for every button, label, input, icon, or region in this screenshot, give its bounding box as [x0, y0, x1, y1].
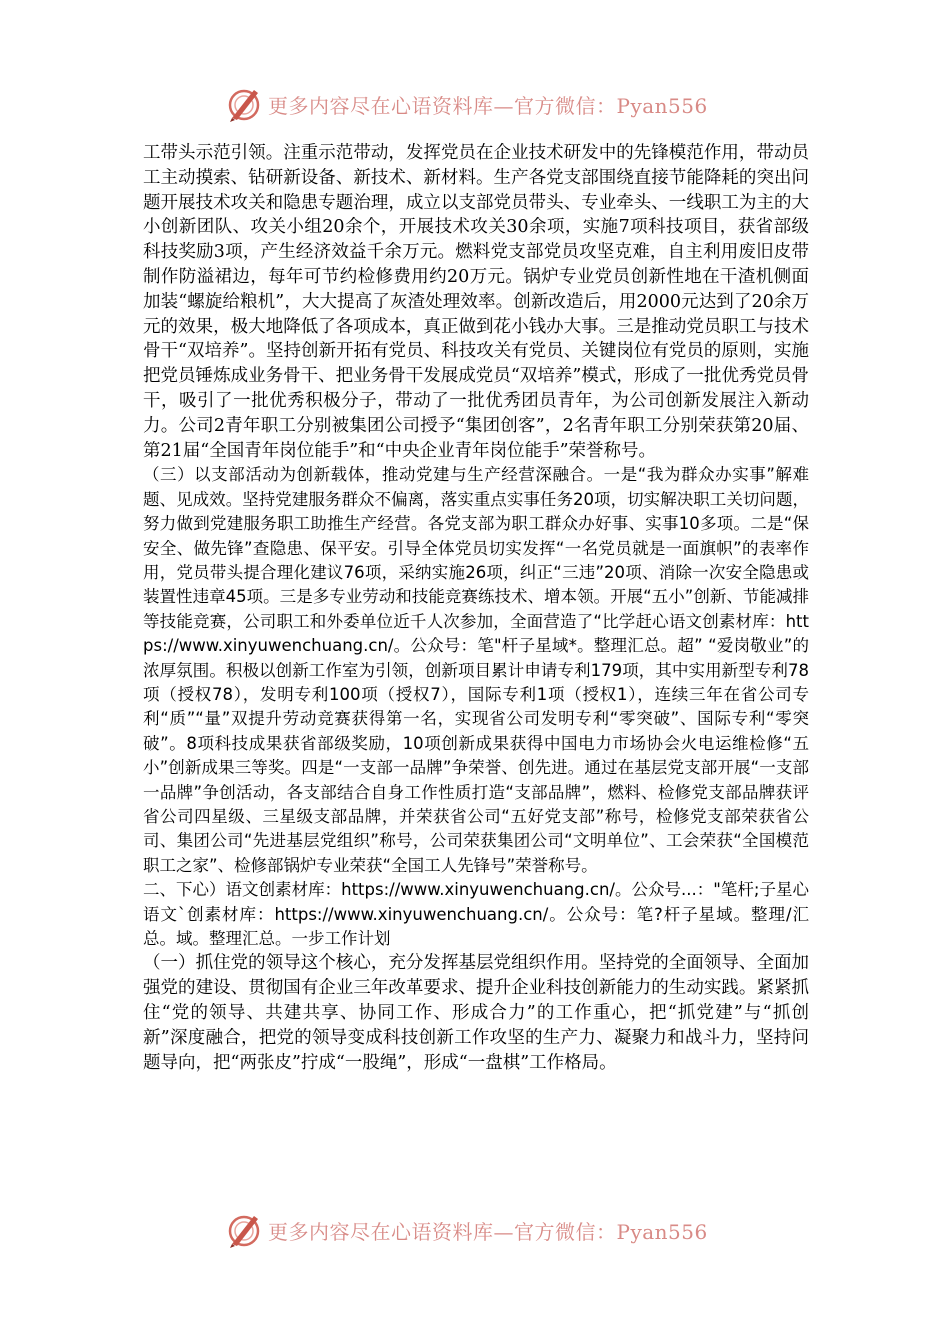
- document-body: [143, 141, 809, 1075]
- footer-banner-text: 更多内容尽在心语资料库—官方微信：Pyan556: [268, 1219, 708, 1244]
- paragraph-next-plan-heading: 二、下心）语文创素材库：https://www.xinyuwenchuang.cn/。公众号...："笔杆;子星心语文`创素材库：https://www.xinyuwenchuang.cn/。公众号：笔?杆子星域。整理/汇总。域。整理汇总。一步工作计划: [143, 880, 809, 949]
- pen-circle-logo-icon: [224, 1210, 264, 1250]
- pen-circle-logo-icon: [224, 84, 264, 124]
- header-banner: [224, 82, 744, 126]
- paragraph-innovation-leadership: 工带头示范引领。注重示范带动，发挥党员在企业技术研发中的先锋模范作用，带动员工主动摸索、钻研新设备、新技术、新材料。生产各党支部围绕直接节能降耗的突出问题开展技术攻关和隐患专题治理，成立以支部党员带头、专业牵头、一线职工为主的大小创新团队、攻关小组20余个，开展技术攻关30余项，实施7项科技项目，获省部级科技奖励3项，产生经济效益千余万元。燃料党支部党员攻坚克难，自主利用废旧皮带制作防溢裙边，每年可节约检修费用约20万元。锅炉专业党员创新性地在干渣机侧面加装“螺旋给粮机”，大大提高了灰渣处理效率。创新改造后，用2000元达到了20余万元的效果，极大地降低了各项成本，真正做到花小钱办大事。三是推动党员职工与技术骨干“双培养”。坚持创新开拓有党员、科技攻关有党员、关键岗位有党员的原则，实施把党员锤炼成业务骨干、把业务骨干发展成党员“双培养”模式，形成了一批优秀党员骨干，吸引了一批优秀积极分子，带动了一批优秀团员青年，为公司创新发展注入新动力。公司2青年职工分别被集团公司授予“集团创客”，2名青年职工分别荣获第20届、第21届“全国青年岗位能手”和“中央企业青年岗位能手”荣誉称号。: [143, 143, 809, 461]
- header-banner-text: 更多内容尽在心语资料库—官方微信：Pyan556: [268, 93, 708, 118]
- footer-banner: [224, 1208, 744, 1252]
- paragraph-party-leadership-core: （一）抓住党的领导这个核心，充分发挥基层党组织作用。坚持党的全面领导、全面加强党的建设、贯彻国有企业三年改革要求、提升企业科技创新能力的生动实践。紧紧抓住“党的领导、共建共享、协同工作、形成合力”的工作重心，把“抓党建”与“抓创新”深度融合，把党的领导变成科技创新工作攻坚的生产力、凝聚力和战斗力，坚持问题导向，把“两张皮”拧成“一股绳”，形成“一盘棋”工作格局。: [143, 953, 809, 1073]
- paragraph-branch-activities: （三）以支部活动为创新载体，推动党建与生产经营深融合。一是“我为群众办实事”解难题、见成效。坚持党建服务群众不偏离，落实重点实事任务20项，切实解决职工关切问题，努力做到党建服务职工助推生产经营。各党支部为职工群众办好事、实事10多项。二是“保安全、做先锋”查隐患、保平安。引导全体党员切实发挥“一名党员就是一面旗帜”的表率作用，党员带头提合理化建议76项，采纳实施26项，纠正“三违”20项、消除一次安全隐患或装置性违章45项。三是多专业劳动和技能竞赛练技术、增本领。开展“五小”创新、节能减排等技能竞赛，公司职工和外委单位近千人次参加，全面营造了“比学赶心语文创素材库：https://www.xinyuwenchuang.cn/。公众号：笔"杆子星域*。整理汇总。超” “爱岗敬业”的浓厚氛围。积极以创新工作室为引领，创新项目累计申请专利179项，其中实用新型专利78项（授权78），发明专利100项（授权7），国际专利1项（授权1），连续三年在省公司专利“质”“量”双提升劳动竞赛获得第一名，实现省公司发明专利“零突破”、国际专利“零突破”。8项科技成果获省部级奖励，10项创新成果获得中国电力市场协会火电运维检修“五小”创新成果三等奖。四是“一支部一品牌”争荣誉、创先进。通过在基层党支部开展“一支部一品牌”争创活动，各支部结合自身工作性质打造“支部品牌”，燃料、检修党支部品牌获评省公司四星级、三星级支部品牌，并荣获省公司“五好党支部”称号，检修党支部荣获省公司、集团公司“先进基层党组织”称号，公司荣获集团公司“文明单位”、工会荣获“全国模范职工之家”、检修部锅炉专业荣获“全国工人先锋号”荣誉称号。: [143, 465, 809, 875]
